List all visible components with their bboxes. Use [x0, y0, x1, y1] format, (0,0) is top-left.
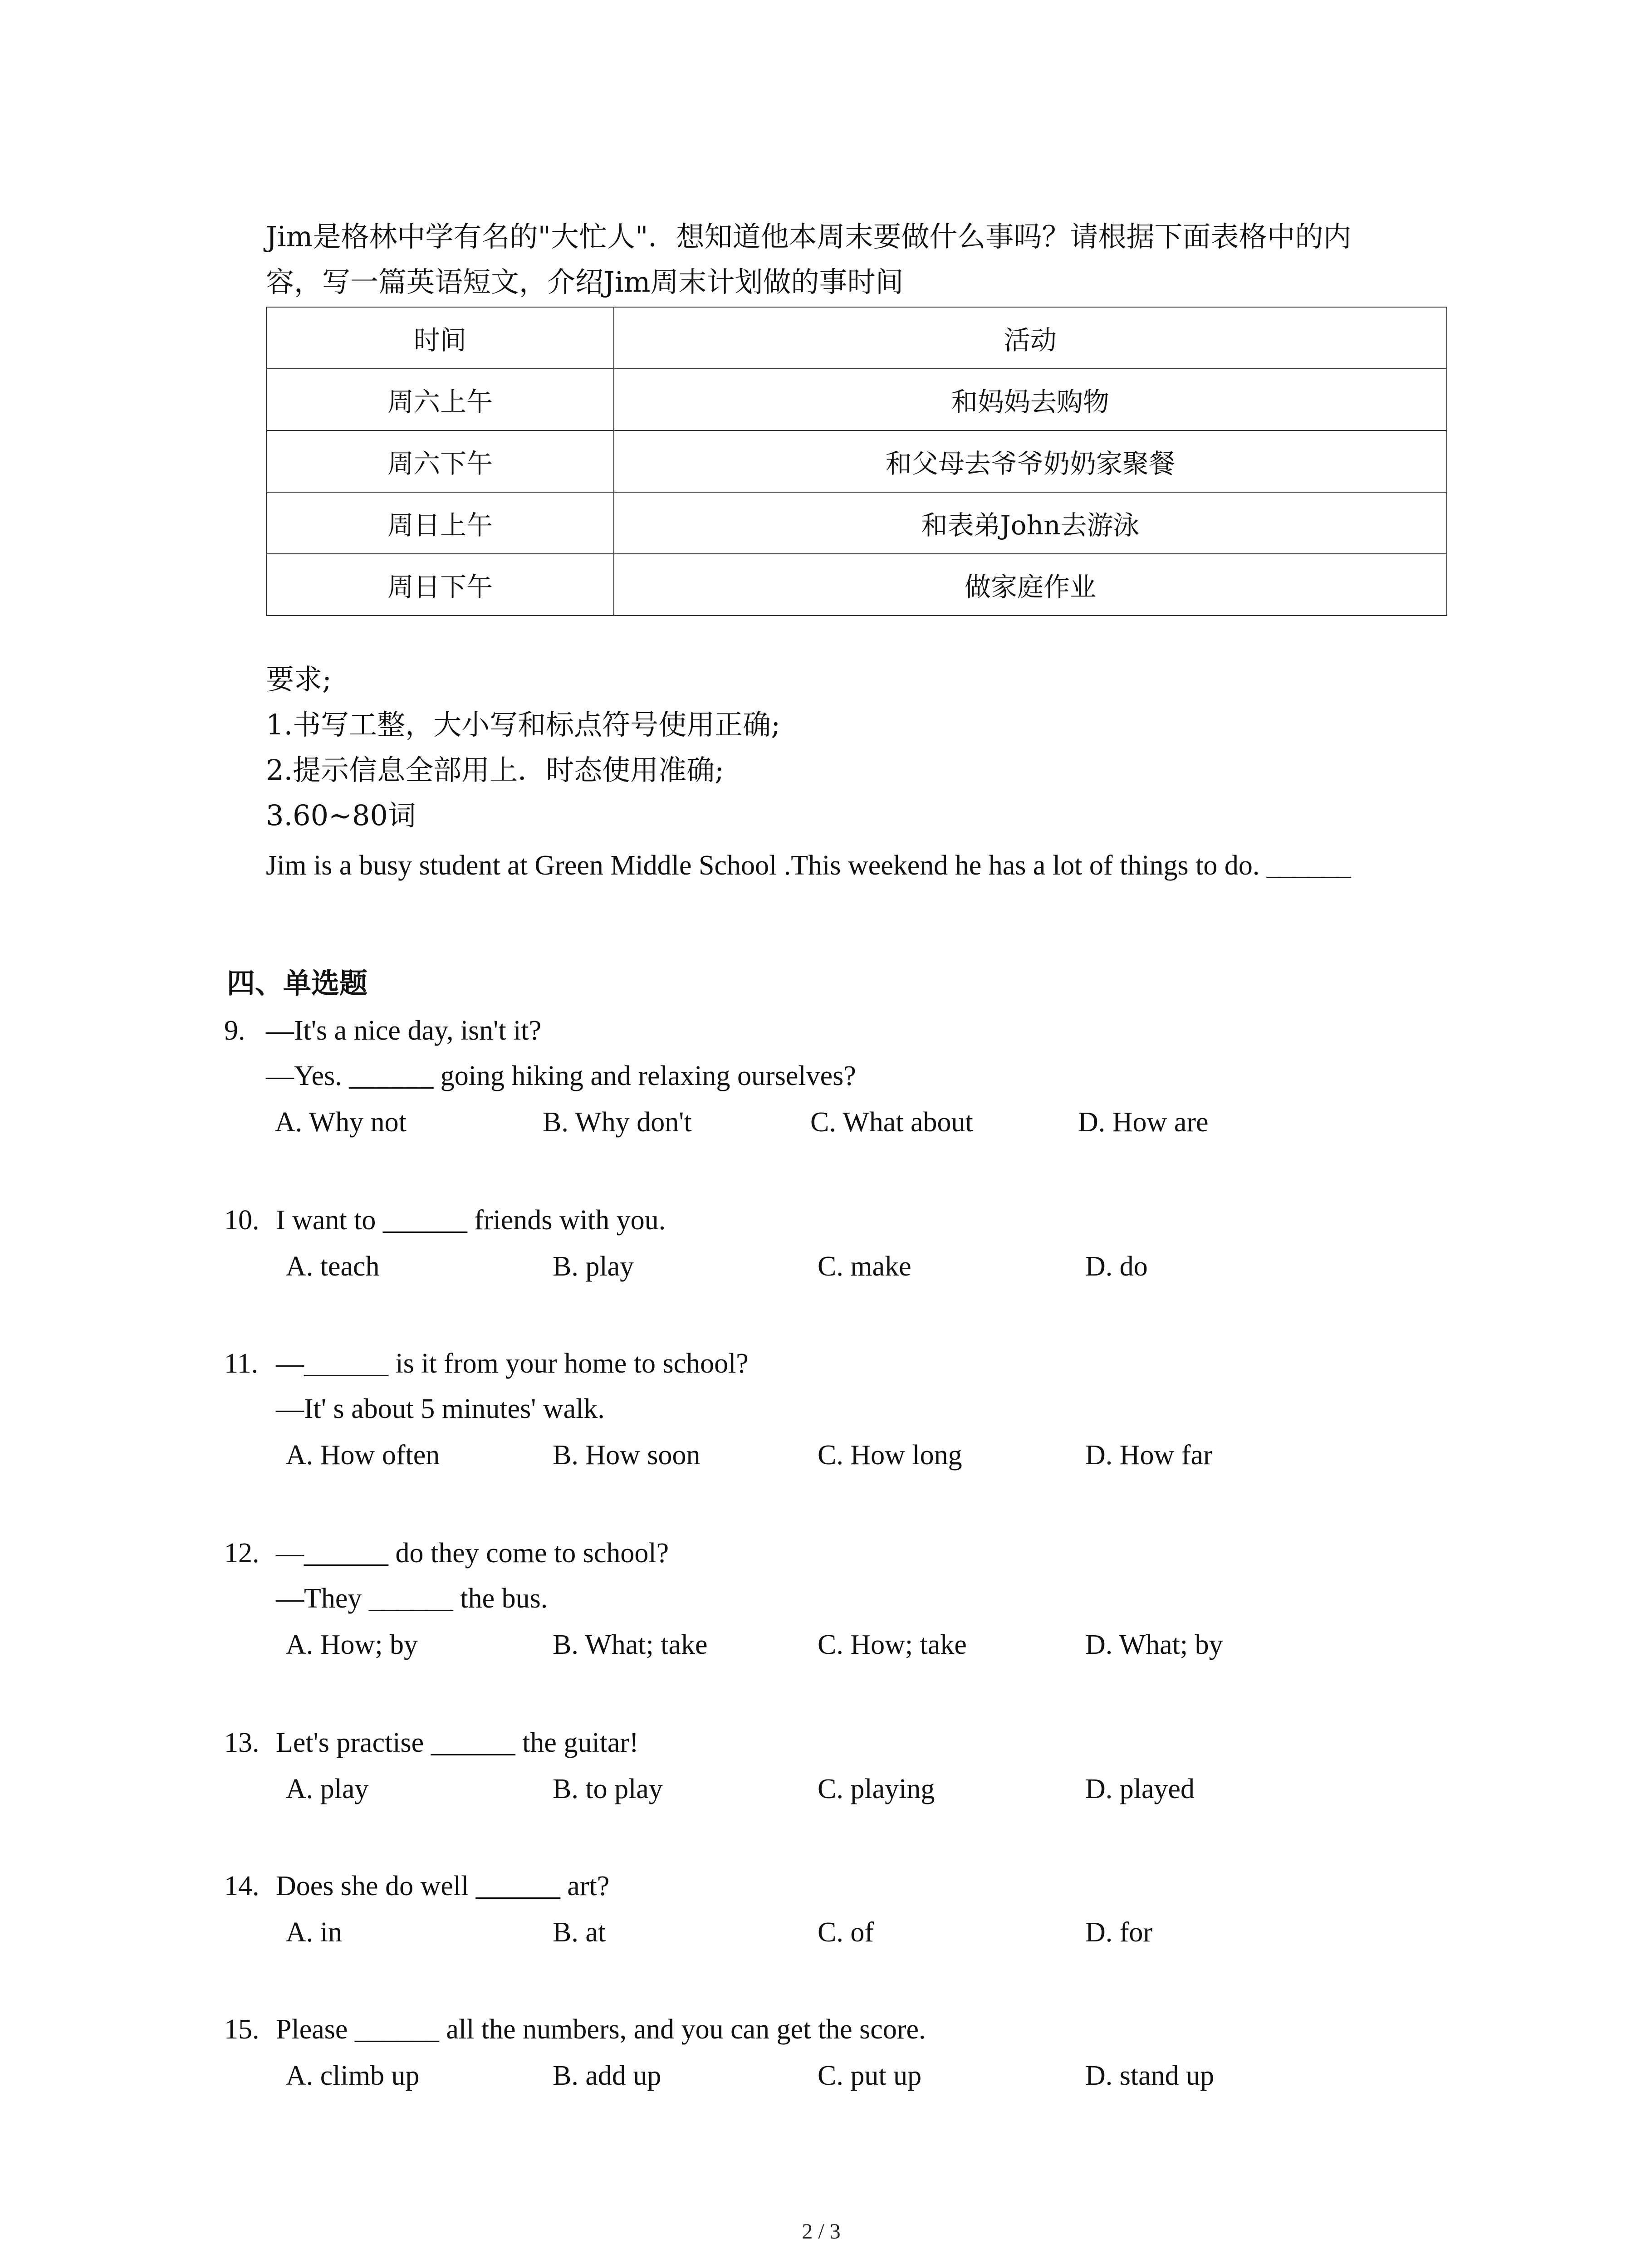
option-c[interactable]: C. put up [818, 2060, 922, 2091]
cell-time: 周六上午 [266, 369, 614, 430]
header-activity: 活动 [614, 307, 1447, 369]
question-number: 10. [224, 1205, 260, 1236]
option-b[interactable]: B. to play [553, 1774, 663, 1804]
option-d[interactable]: D. What; by [1085, 1629, 1223, 1660]
requirement-item: 3.60~80词 [266, 799, 416, 832]
question-line: —It' s about 5 minutes' walk. [276, 1393, 605, 1424]
option-c[interactable]: C. make [818, 1251, 911, 1282]
table-row [266, 369, 1447, 430]
option-c[interactable]: C. How; take [818, 1629, 967, 1660]
question-line: —It's a nice day, isn't it? [266, 1015, 542, 1046]
question-line: Does she do well ______ art? [276, 1871, 610, 1901]
question-line: Let's practise ______ the guitar! [276, 1727, 639, 1758]
question-line: —Yes. ______ going hiking and relaxing ourselves? [266, 1061, 856, 1091]
cell-time: 周日上午 [266, 492, 614, 554]
option-a[interactable]: A. How often [286, 1440, 440, 1471]
essay-opening: Jim is a busy student at Green Middle School .This weekend he has a lot of things to do. ______ [266, 850, 1351, 881]
option-c[interactable]: C. playing [818, 1774, 935, 1804]
cell-activity: 和表弟John去游泳 [614, 492, 1447, 554]
option-b[interactable]: B. What; take [553, 1629, 708, 1660]
table-header-row [266, 307, 1447, 369]
question-line: —______ do they come to school? [276, 1538, 669, 1569]
question-line: I want to ______ friends with you. [276, 1205, 666, 1236]
requirements-title: 要求; [266, 663, 332, 696]
question-number: 12. [224, 1538, 260, 1569]
option-b[interactable]: B. at [553, 1917, 606, 1948]
option-c[interactable]: C. How long [818, 1440, 962, 1471]
option-b[interactable]: B. How soon [553, 1440, 700, 1471]
cell-time: 周六下午 [266, 430, 614, 492]
option-a[interactable]: A. climb up [286, 2060, 420, 2091]
option-b[interactable]: B. play [553, 1251, 634, 1282]
requirement-item: 1.书写工整，大小写和标点符号使用正确; [266, 708, 781, 741]
option-a[interactable]: A. How; by [286, 1629, 418, 1660]
question-line: —______ is it from your home to school? [276, 1348, 749, 1379]
prompt-line-2: 容，写一篇英语短文，介绍Jim周末计划做的事时间 [266, 265, 904, 298]
option-d[interactable]: D. stand up [1085, 2060, 1215, 2091]
table-row [266, 554, 1447, 616]
question-line: —They ______ the bus. [276, 1583, 548, 1614]
header-time: 时间 [266, 307, 614, 369]
option-b[interactable]: B. add up [553, 2060, 661, 2091]
option-d[interactable]: D. do [1085, 1251, 1148, 1282]
option-a[interactable]: A. teach [286, 1251, 380, 1282]
cell-activity: 和父母去爷爷奶奶家聚餐 [614, 430, 1447, 492]
option-a[interactable]: A. play [286, 1774, 369, 1804]
option-a[interactable]: A. in [286, 1917, 342, 1948]
requirement-item: 2.提示信息全部用上．时态使用准确; [266, 753, 725, 787]
option-d[interactable]: D. How are [1078, 1107, 1209, 1138]
cell-activity: 做家庭作业 [614, 554, 1447, 616]
table-row [266, 492, 1447, 554]
option-c[interactable]: C. of [818, 1917, 874, 1948]
section-title: 四、单选题 [227, 967, 368, 1000]
question-number: 11. [224, 1348, 259, 1379]
question-number: 14. [224, 1871, 260, 1901]
question-number: 9. [224, 1015, 245, 1046]
option-d[interactable]: D. How far [1085, 1440, 1213, 1471]
page-number: 2 / 3 [802, 2219, 841, 2244]
option-d[interactable]: D. played [1085, 1774, 1195, 1804]
question-line: Please ______ all the numbers, and you can get the score. [276, 2014, 926, 2045]
option-d[interactable]: D. for [1085, 1917, 1153, 1948]
schedule-table [266, 307, 1447, 616]
question-number: 13. [224, 1727, 260, 1758]
option-a[interactable]: A. Why not [275, 1107, 407, 1138]
prompt-line-1: Jim是格林中学有名的"大忙人"．想知道他本周末要做什么事吗？请根据下面表格中的内 [266, 220, 1352, 253]
table-row [266, 430, 1447, 492]
question-number: 15. [224, 2014, 260, 2045]
cell-time: 周日下午 [266, 554, 614, 616]
cell-activity: 和妈妈去购物 [614, 369, 1447, 430]
option-c[interactable]: C. What about [810, 1107, 973, 1138]
option-b[interactable]: B. Why don't [543, 1107, 692, 1138]
